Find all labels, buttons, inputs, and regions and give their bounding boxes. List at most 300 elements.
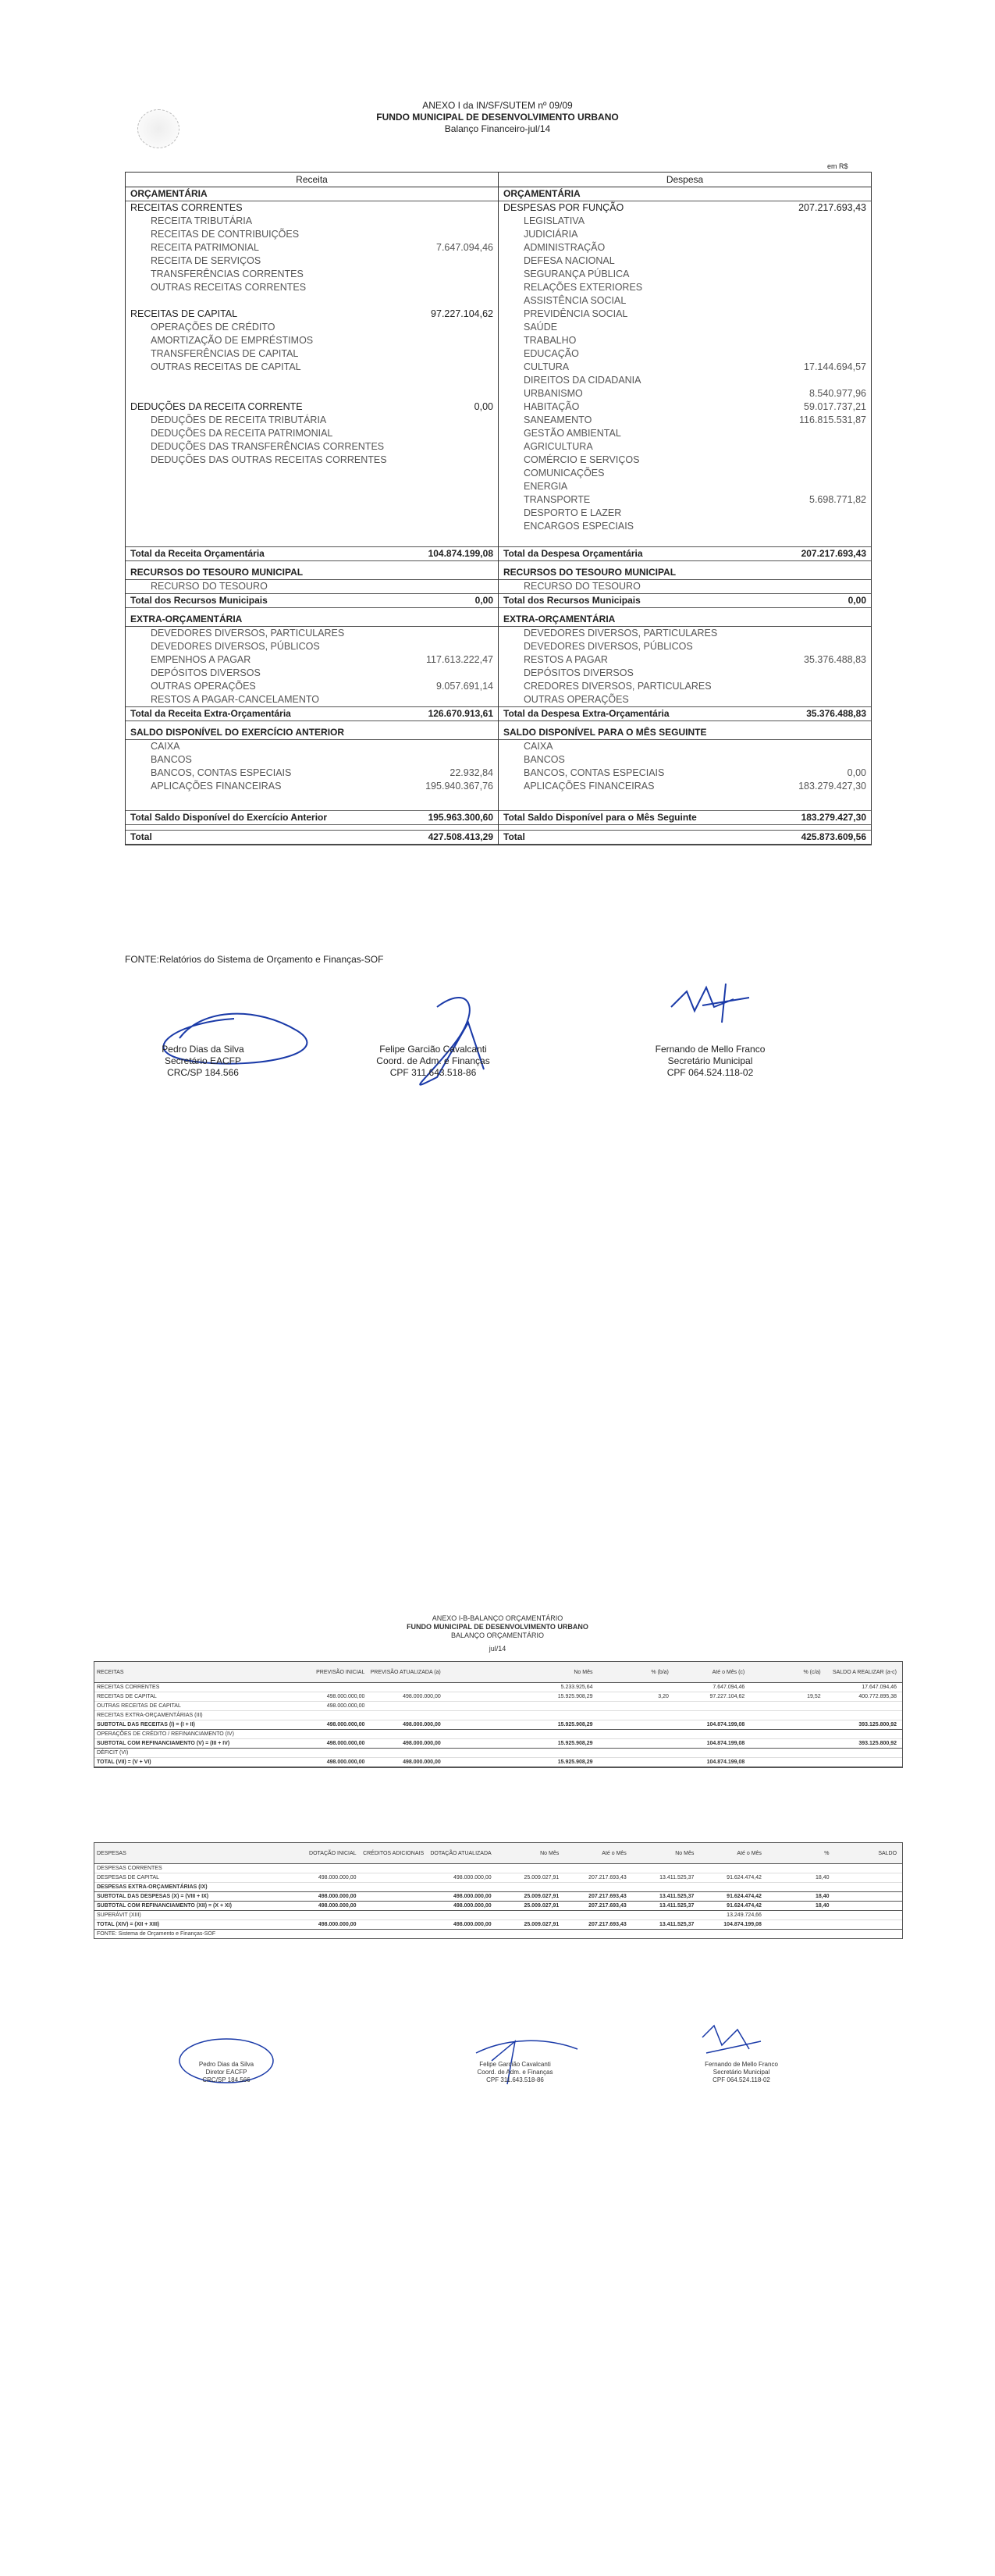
receitas-cell: [368, 1749, 443, 1757]
receitas-cell: [596, 1720, 672, 1729]
despesa-row-label: TRABALHO: [524, 335, 577, 346]
despesas-header-cell: Até o Mês: [737, 1850, 762, 1856]
despesa-row-label: SAÚDE: [524, 322, 558, 333]
despesas-cell: 498.000.000,00: [318, 1875, 357, 1880]
despesa-row: [499, 467, 871, 480]
extra-right-rows: [499, 627, 871, 706]
despesa-row: [499, 294, 871, 308]
receitas-cell: 15.925.908,29: [557, 1741, 593, 1746]
despesas-row-label: DESPESAS EXTRA-ORÇAMENTÁRIAS (IX): [97, 1884, 208, 1890]
receitas-cell: [824, 1711, 900, 1720]
receita-row: [126, 201, 498, 215]
despesa-row: [499, 440, 871, 454]
page-header: [0, 100, 995, 135]
signer-1-name: Pedro Dias da Silva: [162, 1044, 244, 1055]
despesas-header-cell: No Mês: [675, 1850, 695, 1856]
receita-row: [126, 374, 498, 387]
despesa-row-label: HABITAÇÃO: [524, 401, 580, 412]
receitas-cell: [292, 1683, 368, 1692]
balance-table: [125, 172, 872, 845]
despesas-cell: 13.249.724,66: [727, 1912, 762, 1918]
despesas-cell: [765, 1864, 833, 1873]
despesas-cell: [630, 1864, 698, 1873]
despesa-row-label: ENCARGOS ESPECIAIS: [524, 521, 634, 532]
despesas-row-label: DESPESAS DE CAPITAL: [97, 1875, 160, 1880]
despesa-row-label: PREVIDÊNCIA SOCIAL: [524, 308, 628, 319]
recursos-right-title: RECURSOS DO TESOURO MUNICIPAL: [503, 567, 677, 578]
despesas-cell: [427, 1883, 495, 1891]
saldo-left-row-label: APLICAÇÕES FINANCEIRAS: [151, 781, 282, 792]
receitas-cell: [824, 1702, 900, 1710]
signer-1-role: Secretário EACFP: [164, 1055, 242, 1066]
total-despesa-orc-value: 207.217.693,43: [801, 548, 866, 559]
receita-row-label: DEDUÇÕES DAS TRANSFERÊNCIAS CORRENTES: [151, 441, 385, 452]
receitas-cell: 17.647.094,46: [862, 1685, 897, 1690]
signer-3-role: Secretário Municipal: [667, 1055, 753, 1066]
despesa-row-label: URBANISMO: [524, 388, 583, 399]
saldo-right-row: [499, 780, 871, 793]
receita-row-label: DEDUÇÕES DA RECEITA CORRENTE: [130, 401, 303, 412]
despesas-header-cell: Até o Mês: [602, 1850, 627, 1856]
currency-unit: em R$: [827, 162, 848, 170]
despesas-row: [94, 1864, 902, 1873]
despesa-row-label: ENERGIA: [524, 481, 568, 492]
saldo-left-row: [126, 780, 498, 793]
despesas-header-cell: DOTAÇÃO INICIAL: [309, 1850, 357, 1856]
despesas-cell: [360, 1911, 428, 1920]
receitas-cell: [596, 1749, 672, 1757]
receitas-header-cell: Até o Mês (c): [712, 1669, 745, 1675]
despesa-row-label: ADMINISTRAÇÃO: [524, 242, 606, 253]
despesas-cell: 207.217.693,43: [588, 1875, 627, 1880]
total-despesa-orc-label: Total da Despesa Orçamentária: [503, 548, 643, 559]
despesas-row-label: TOTAL (XIV) = (XII + XIII): [97, 1922, 160, 1927]
receitas-row: [94, 1739, 902, 1749]
receitas-cell: [596, 1739, 672, 1748]
extra-left-row: [126, 640, 498, 653]
receitas-cell: [444, 1758, 520, 1767]
extra-right-row-label: CREDORES DIVERSOS, PARTICULARES: [524, 681, 712, 692]
page2-signer-1-role: Diretor EACFP: [205, 2069, 247, 2076]
despesa-row-value: 207.217.693,43: [798, 202, 866, 213]
receitas-header-cell: PREVISÃO INICIAL: [316, 1669, 365, 1675]
grand-total-right-label: Total: [503, 831, 525, 842]
page2-signer-3-id: CPF 064.524.118-02: [712, 2076, 770, 2083]
receitas-header-cell: RECEITAS: [97, 1669, 124, 1675]
receitas-cell: [596, 1730, 672, 1738]
receitas-cell: 19,52: [807, 1694, 821, 1699]
despesas-table-rows: [94, 1864, 902, 1930]
receita-row-label: AMORTIZAÇÃO DE EMPRÉSTIMOS: [151, 335, 314, 346]
fund-name: FUNDO MUNICIPAL DE DESENVOLVIMENTO URBANO: [376, 112, 619, 123]
despesa-column: [499, 187, 871, 845]
receitas-row: [94, 1749, 902, 1758]
saldo-left-row: [126, 767, 498, 780]
despesa-row: [499, 454, 871, 467]
receitas-row: [94, 1692, 902, 1702]
saldo-left-title: SALDO DISPONÍVEL DO EXERCÍCIO ANTERIOR: [130, 727, 345, 738]
receitas-cell: [292, 1711, 368, 1720]
despesas-cell: 498.000.000,00: [453, 1875, 492, 1880]
despesa-row: [499, 268, 871, 281]
despesas-cell: [427, 1864, 495, 1873]
page2-header: [0, 1614, 995, 1653]
despesas-footnote: FONTE: Sistema de Orçamento e Finanças-SOF: [97, 1931, 216, 1937]
despesas-cell: [562, 1883, 630, 1891]
despesas-cell: [360, 1864, 428, 1873]
extra-left-row: [126, 667, 498, 680]
despesa-row-value: 8.540.977,96: [809, 388, 866, 399]
receitas-cell: [748, 1711, 823, 1720]
receita-row: [126, 281, 498, 294]
receita-row-label: RECEITA TRIBUTÁRIA: [151, 215, 253, 226]
receita-row-label: TRANSFERÊNCIAS CORRENTES: [151, 269, 304, 279]
receitas-cell: [520, 1711, 595, 1720]
signer-3-id: CPF 064.524.118-02: [666, 1067, 754, 1078]
receitas-cell: [368, 1711, 443, 1720]
receitas-cell: [520, 1702, 595, 1710]
despesas-cell: [360, 1892, 428, 1901]
saldo-left-rows: [126, 740, 498, 793]
signer-2-name: Felipe Garcião Cavalcanti: [379, 1044, 487, 1055]
recursos-right-row: RECURSO DO TESOURO: [524, 581, 641, 592]
despesas-cell: [833, 1873, 901, 1882]
grand-total-right-value: 425.873.609,56: [801, 831, 866, 842]
receita-row-label: OUTRAS RECEITAS CORRENTES: [151, 282, 307, 293]
receitas-cell: [824, 1749, 900, 1757]
receitas-cell: 498.000.000,00: [403, 1741, 441, 1746]
saldo-right-row-label: BANCOS, CONTAS ESPECIAIS: [524, 767, 665, 778]
receita-row: [126, 440, 498, 454]
receita-row: [126, 334, 498, 347]
despesas-cell: [495, 1911, 563, 1920]
despesas-header-cell: %: [824, 1850, 830, 1856]
source-note: FONTE:Relatórios do Sistema de Orçamento e Finanças-SOF: [125, 954, 384, 965]
balance-table-header: [126, 173, 871, 187]
receitas-cell: 498.000.000,00: [326, 1703, 365, 1709]
grand-total-left-label: Total: [130, 831, 152, 842]
receita-row-label: DEDUÇÕES DE RECEITA TRIBUTÁRIA: [151, 415, 327, 425]
receita-row: [126, 228, 498, 241]
receita-row-value: 0,00: [474, 401, 493, 412]
despesa-row: [499, 228, 871, 241]
total-extra-left-value: 126.670.913,61: [428, 708, 493, 719]
despesas-cell: [765, 1883, 833, 1891]
receita-row-label: RECEITAS CORRENTES: [130, 202, 243, 213]
despesas-cell: 91.624.474,42: [727, 1875, 762, 1880]
receita-row-label: DEDUÇÕES DA RECEITA PATRIMONIAL: [151, 428, 333, 439]
receitas-cell: 15.925.908,29: [557, 1722, 593, 1727]
receita-orc-title: ORÇAMENTÁRIA: [130, 188, 208, 199]
receitas-cell: 400.772.895,38: [858, 1694, 897, 1699]
receita-row: [126, 361, 498, 374]
receita-row: [126, 427, 498, 440]
page2-signer-3-name: Fernando de Mello Franco: [705, 2061, 778, 2068]
receitas-cell: 498.000.000,00: [326, 1694, 365, 1699]
receitas-cell: [748, 1720, 823, 1729]
saldo-left-row-value: 195.940.367,76: [425, 781, 493, 792]
receitas-cell: 498.000.000,00: [326, 1759, 365, 1765]
receita-row: [126, 308, 498, 321]
despesas-cell: 91.624.474,42: [727, 1903, 762, 1909]
despesa-row-label: TRANSPORTE: [524, 494, 591, 505]
receita-row-label: RECEITAS DE CAPITAL: [130, 308, 238, 319]
despesa-row-label: JUDICIÁRIA: [524, 229, 578, 240]
total-recursos-right-value: 0,00: [848, 595, 866, 606]
despesas-cell: [360, 1883, 428, 1891]
despesas-cell: 498.000.000,00: [318, 1922, 357, 1927]
receita-row: [126, 400, 498, 414]
signer-3-name: Fernando de Mello Franco: [655, 1044, 766, 1055]
page2-signer-1-id: CRC/SP 184.566: [202, 2076, 251, 2083]
despesa-row-label: GESTÃO AMBIENTAL: [524, 428, 621, 439]
receitas-cell: [444, 1683, 520, 1692]
despesa-row: [499, 321, 871, 334]
total-receita-orc-label: Total da Receita Orçamentária: [130, 548, 265, 559]
despesa-orc-title: ORÇAMENTÁRIA: [503, 188, 581, 199]
total-recursos-right-label: Total dos Recursos Municipais: [503, 595, 641, 606]
receitas-cell: [824, 1758, 900, 1767]
page2-report-title: BALANÇO ORÇAMENTÁRIO: [450, 1631, 545, 1639]
despesa-row: [499, 520, 871, 533]
extra-right-row: [499, 640, 871, 653]
despesas-cell: [292, 1864, 360, 1873]
receitas-row-label: OPERAÇÕES DE CRÉDITO / REFINANCIAMENTO (IV): [97, 1731, 234, 1737]
extra-right-title: EXTRA-ORÇAMENTÁRIA: [503, 614, 616, 624]
saldo-right-row-label: APLICAÇÕES FINANCEIRAS: [524, 781, 655, 792]
receitas-header-cell: PREVISÃO ATUALIZADA (a): [370, 1669, 441, 1675]
signature-block-1: [117, 1044, 289, 1079]
receitas-cell: 97.227.104,62: [709, 1694, 745, 1699]
receitas-cell: [748, 1730, 823, 1738]
receitas-header-cell: % (b/a): [651, 1669, 669, 1675]
receitas-cell: [520, 1749, 595, 1757]
receitas-cell: [748, 1702, 823, 1710]
despesa-row-value: 59.017.737,21: [804, 401, 866, 412]
despesas-header-cell: CRÉDITOS ADICIONAIS: [363, 1850, 425, 1856]
receitas-row-label: DÉFICIT (VI): [97, 1750, 129, 1756]
despesas-row: [94, 1892, 902, 1902]
despesas-cell: 13.411.525,37: [659, 1875, 695, 1880]
despesa-row-label: DIREITOS DA CIDADANIA: [524, 375, 641, 386]
despesas-row-label: SUBTOTAL DAS DESPESAS (X) = (VIII + IX): [97, 1894, 209, 1899]
despesa-row-label: RELAÇÕES EXTERIORES: [524, 282, 643, 293]
receitas-cell: [292, 1749, 368, 1757]
despesas-header-cell: DOTAÇÃO ATUALIZADA: [430, 1850, 492, 1856]
receitas-cell: [292, 1730, 368, 1738]
despesa-row-label: COMUNICAÇÕES: [524, 468, 605, 479]
despesas-row-label: DESPESAS CORRENTES: [97, 1866, 162, 1871]
receitas-row: [94, 1730, 902, 1739]
receitas-cell: [748, 1683, 823, 1692]
despesas-cell: 18,40: [815, 1875, 830, 1880]
receita-row-label: RECEITA DE SERVIÇOS: [151, 255, 261, 266]
receita-row: [126, 241, 498, 254]
despesa-row-label: DEFESA NACIONAL: [524, 255, 615, 266]
despesas-cell: [427, 1911, 495, 1920]
despesa-row: [499, 507, 871, 520]
saldo-left-row-value: 22.932,84: [450, 767, 493, 778]
despesa-row: [499, 387, 871, 400]
despesas-cell: 18,40: [815, 1894, 830, 1899]
receitas-cell: [596, 1683, 672, 1692]
despesa-row-label: EDUCAÇÃO: [524, 348, 579, 359]
receitas-cell: 3,20: [658, 1694, 669, 1699]
despesas-cell: 498.000.000,00: [453, 1903, 492, 1909]
despesa-row: [499, 215, 871, 228]
page2-signer-2-role: Coord. de Adm. e Finanças: [477, 2069, 553, 2076]
extra-left-row-label: DEVEDORES DIVERSOS, PARTICULARES: [151, 628, 345, 639]
despesas-cell: [833, 1902, 901, 1910]
receitas-cell: [368, 1702, 443, 1710]
total-recursos-left-value: 0,00: [474, 595, 493, 606]
saldo-left-row: [126, 753, 498, 767]
receita-header: Receita: [126, 173, 499, 187]
receita-row: [126, 294, 498, 308]
extra-right-row-label: OUTRAS OPERAÇÕES: [524, 694, 629, 705]
receitas-cell: [596, 1758, 672, 1767]
receitas-cell: [444, 1720, 520, 1729]
despesa-row-label: LEGISLATIVA: [524, 215, 585, 226]
despesas-cell: 25.009.027,91: [524, 1903, 560, 1909]
receita-row: [126, 347, 498, 361]
extra-left-title: EXTRA-ORÇAMENTÁRIA: [130, 614, 243, 624]
despesas-cell: 207.217.693,43: [588, 1894, 627, 1899]
receitas-cell: [824, 1730, 900, 1738]
receitas-cell: 498.000.000,00: [326, 1741, 365, 1746]
despesas-cell: [292, 1911, 360, 1920]
extra-left-row-label: RESTOS A PAGAR-CANCELAMENTO: [151, 694, 320, 705]
extra-right-row-label: DEVEDORES DIVERSOS, PARTICULARES: [524, 628, 718, 639]
extra-right-row: [499, 627, 871, 640]
receitas-cell: 7.647.094,46: [712, 1685, 745, 1690]
page2-annex-title: ANEXO I-B-BALANÇO ORÇAMENTÁRIO: [432, 1614, 563, 1622]
despesas-header-cell: SALDO: [878, 1850, 897, 1856]
saldo-right-row-label: BANCOS: [524, 754, 565, 765]
despesa-row-label: SEGURANÇA PÚBLICA: [524, 269, 630, 279]
extra-left-row-value: 117.613.222,47: [426, 654, 493, 665]
despesas-row: [94, 1883, 902, 1892]
receitas-row-label: RECEITAS EXTRA-ORÇAMENTÁRIAS (III): [97, 1713, 203, 1718]
total-extra-left-label: Total da Receita Extra-Orçamentária: [130, 708, 291, 719]
receitas-table-header: [94, 1662, 902, 1683]
receita-row-label: OUTRAS RECEITAS DE CAPITAL: [151, 361, 301, 372]
receitas-cell: [748, 1739, 823, 1748]
despesa-row-label: DESPESAS POR FUNÇÃO: [503, 202, 624, 213]
receita-row-label: TRANSFERÊNCIAS DE CAPITAL: [151, 348, 299, 359]
receita-column: [126, 187, 499, 845]
receitas-row-label: SUBTOTAL COM REFINANCIAMENTO (V) = (III + IV): [97, 1741, 230, 1746]
despesas-cell: 498.000.000,00: [453, 1894, 492, 1899]
despesas-cell: 207.217.693,43: [588, 1922, 627, 1927]
extra-right-row: [499, 667, 871, 680]
despesas-cell: 498.000.000,00: [318, 1903, 357, 1909]
extra-left-row-label: EMPENHOS A PAGAR: [151, 654, 251, 665]
receitas-row: [94, 1720, 902, 1730]
receitas-cell: 104.874.199,08: [706, 1722, 745, 1727]
despesas-cell: [360, 1902, 428, 1910]
receitas-row-label: SUBTOTAL DAS RECEITAS (I) = (I + II): [97, 1722, 195, 1727]
receitas-cell: 393.125.800,92: [858, 1741, 897, 1746]
despesa-row-label: ASSISTÊNCIA SOCIAL: [524, 295, 627, 306]
despesas-table-header: [94, 1843, 902, 1864]
extra-right-row-label: DEVEDORES DIVERSOS, PÚBLICOS: [524, 641, 693, 652]
despesas-table: [94, 1842, 903, 1939]
saldo-right-row: [499, 740, 871, 753]
despesas-row: [94, 1920, 902, 1930]
signature-block-3: [624, 1044, 796, 1079]
receitas-row: [94, 1702, 902, 1711]
receita-row-label: RECEITA PATRIMONIAL: [151, 242, 259, 253]
despesas-cell: 104.874.199,08: [723, 1922, 762, 1927]
receitas-cell: [596, 1711, 672, 1720]
despesa-row: [499, 480, 871, 493]
total-receita-orc-value: 104.874.199,08: [428, 548, 493, 559]
despesas-cell: 13.411.525,37: [659, 1903, 695, 1909]
receitas-cell: [672, 1702, 748, 1710]
receitas-header-cell: % (c/a): [803, 1669, 821, 1675]
despesa-row: [499, 254, 871, 268]
receitas-cell: [368, 1683, 443, 1692]
total-extra-right-value: 35.376.488,83: [806, 708, 866, 719]
signer-2-role: Coord. de Adm. e Finanças: [376, 1055, 490, 1066]
despesa-row: [499, 493, 871, 507]
saldo-right-row: [499, 753, 871, 767]
extra-right-row-label: RESTOS A PAGAR: [524, 654, 608, 665]
despesas-cell: [765, 1920, 833, 1929]
page2-period: jul/14: [489, 1645, 506, 1653]
receitas-cell: [672, 1730, 748, 1738]
extra-left-row: [126, 680, 498, 693]
despesas-header-cell: No Mês: [540, 1850, 560, 1856]
receita-row: [126, 268, 498, 281]
receitas-cell: [672, 1711, 748, 1720]
receitas-table: [94, 1661, 903, 1768]
page2-signature-block-3: [671, 2061, 812, 2084]
receitas-cell: [444, 1702, 520, 1710]
despesa-row: [499, 241, 871, 254]
receitas-cell: [520, 1730, 595, 1738]
despesas-cell: 498.000.000,00: [453, 1922, 492, 1927]
signer-2-id: CPF 311.643.518-86: [389, 1067, 477, 1078]
despesa-row-label: DESPORTO E LAZER: [524, 507, 622, 518]
receita-row: [126, 321, 498, 334]
recursos-left-row: RECURSO DO TESOURO: [151, 581, 268, 592]
receitas-cell: 498.000.000,00: [403, 1759, 441, 1765]
despesas-cell: [697, 1883, 765, 1891]
page2-fund-name: FUNDO MUNICIPAL DE DESENVOLVIMENTO URBANO: [407, 1623, 588, 1631]
despesas-cell: 18,40: [815, 1903, 830, 1909]
despesas-cell: [562, 1911, 630, 1920]
receita-row-label: RECEITAS DE CONTRIBUIÇÕES: [151, 229, 300, 240]
extra-left-row: [126, 627, 498, 640]
receita-row: [126, 254, 498, 268]
despesa-row: [499, 414, 871, 427]
despesas-cell: 25.009.027,91: [524, 1875, 560, 1880]
page2-signer-3-role: Secretário Municipal: [712, 2069, 770, 2076]
receitas-cell: 393.125.800,92: [858, 1722, 897, 1727]
receitas-row-label: RECEITAS CORRENTES: [97, 1685, 160, 1690]
extra-left-row: [126, 653, 498, 667]
total-saldo-right-value: 183.279.427,30: [801, 812, 866, 823]
despesas-cell: [360, 1920, 428, 1929]
receitas-cell: 498.000.000,00: [326, 1722, 365, 1727]
saldo-left-row-label: CAIXA: [151, 741, 180, 752]
despesa-row-label: CULTURA: [524, 361, 570, 372]
receitas-cell: [444, 1692, 520, 1701]
signature-block-2: [347, 1044, 519, 1079]
despesas-cell: [495, 1883, 563, 1891]
